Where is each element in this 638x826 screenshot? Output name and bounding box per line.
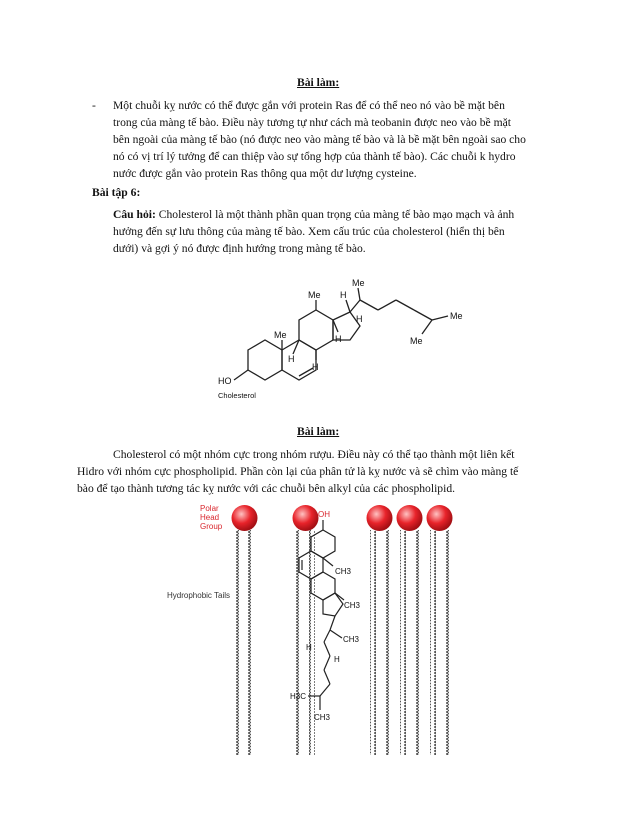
atom-h-label: H <box>312 362 319 372</box>
polar-head-label <box>200 504 222 531</box>
atom-oh-label: OH <box>318 510 330 519</box>
question-label: Câu hỏi: <box>113 208 156 221</box>
phospholipid-right-1 <box>367 505 393 755</box>
atom-h-label: H <box>334 655 340 664</box>
answer-line: Hidro với nhóm cực phospholipid. Phần còn lại của phân tử là kỵ nước và sẽ chìm vào màng tế <box>77 465 519 478</box>
atom-me-label: Me <box>410 336 423 346</box>
exercise-title: Bài tập 6: <box>92 186 141 199</box>
membrane-diagram <box>230 502 470 760</box>
phospholipid-right-3 <box>427 505 453 755</box>
atom-me-label: Me <box>352 278 365 288</box>
atom-ch3-label: CH3 <box>344 601 361 610</box>
answer-line: Cholesterol có một nhóm cực trong nhóm rượu. Điều này có thể tạo thành một liên kết <box>113 448 515 461</box>
atom-me-label: Me <box>450 311 463 321</box>
polar-label-line: Head <box>200 513 220 522</box>
answer-line: nó có vị trí lý tưởng để can thiệp vào sự tổng hợp của thành tế bào). Các chuỗi k hydro <box>113 150 516 163</box>
cholesterol-in-membrane <box>299 520 344 710</box>
cholesterol-structure-diagram <box>210 262 470 412</box>
answer-heading-2: Bài làm: <box>297 425 340 438</box>
polar-label-line: Polar <box>200 504 219 513</box>
atom-ho-label: HO <box>218 376 232 386</box>
polar-label-line: Group <box>200 522 223 531</box>
answer-line: Một chuỗi kỵ nước có thể được gắn với protein Ras để có thể neo nó vào bề mặt bên <box>113 99 505 112</box>
question-line: dưới) và gợi ý nó được định hướng trong màng tế bào. <box>113 242 366 255</box>
figure-caption: Cholesterol <box>218 391 256 400</box>
atom-ch3-label: CH3 <box>314 713 331 722</box>
atom-h-label: H <box>340 290 347 300</box>
answer-line: bào để tạo thành tương tác kỵ nước với các chuỗi bên alkyl của các phospholipid. <box>77 482 456 495</box>
atom-h-label: H <box>356 314 363 324</box>
question-line: hưởng đến sự lưu thông của màng tế bào. Xem cấu trúc của cholesterol (hiển thị bên <box>113 225 505 238</box>
answer-line: trong của màng tế bào. Điều này tương tự như cách mà teobanin được neo vào bề mặt <box>113 116 511 129</box>
atom-me-label: Me <box>274 330 287 340</box>
answer-heading-1: Bài làm: <box>297 76 340 89</box>
phospholipid-right-2 <box>397 505 423 755</box>
atom-h-label: H <box>306 643 312 652</box>
bullet-dash: - <box>92 99 96 112</box>
phospholipid-left <box>232 505 258 755</box>
question-text: Cholesterol là một thành phần quan trọng của màng tế bào mạo mạch và ảnh <box>158 208 515 221</box>
atom-h3c-label: H3C <box>290 692 307 701</box>
answer-line: bên ngoài của màng tế bào (nó được neo vào màng tế bào và là bề mặt bên ngoài sao cho <box>113 133 526 146</box>
atom-h-label: H <box>288 354 295 364</box>
atom-ch3-label: CH3 <box>335 567 352 576</box>
answer-line: nước được gắn vào protein Ras thông qua một dư lượng cysteine. <box>113 167 417 180</box>
question-line-1 <box>113 206 514 223</box>
atom-h-label: H <box>335 334 342 344</box>
atom-me-label: Me <box>308 290 321 300</box>
hydrophobic-tails-label: Hydrophobic Tails <box>167 591 230 600</box>
atom-ch3-label: CH3 <box>343 635 360 644</box>
